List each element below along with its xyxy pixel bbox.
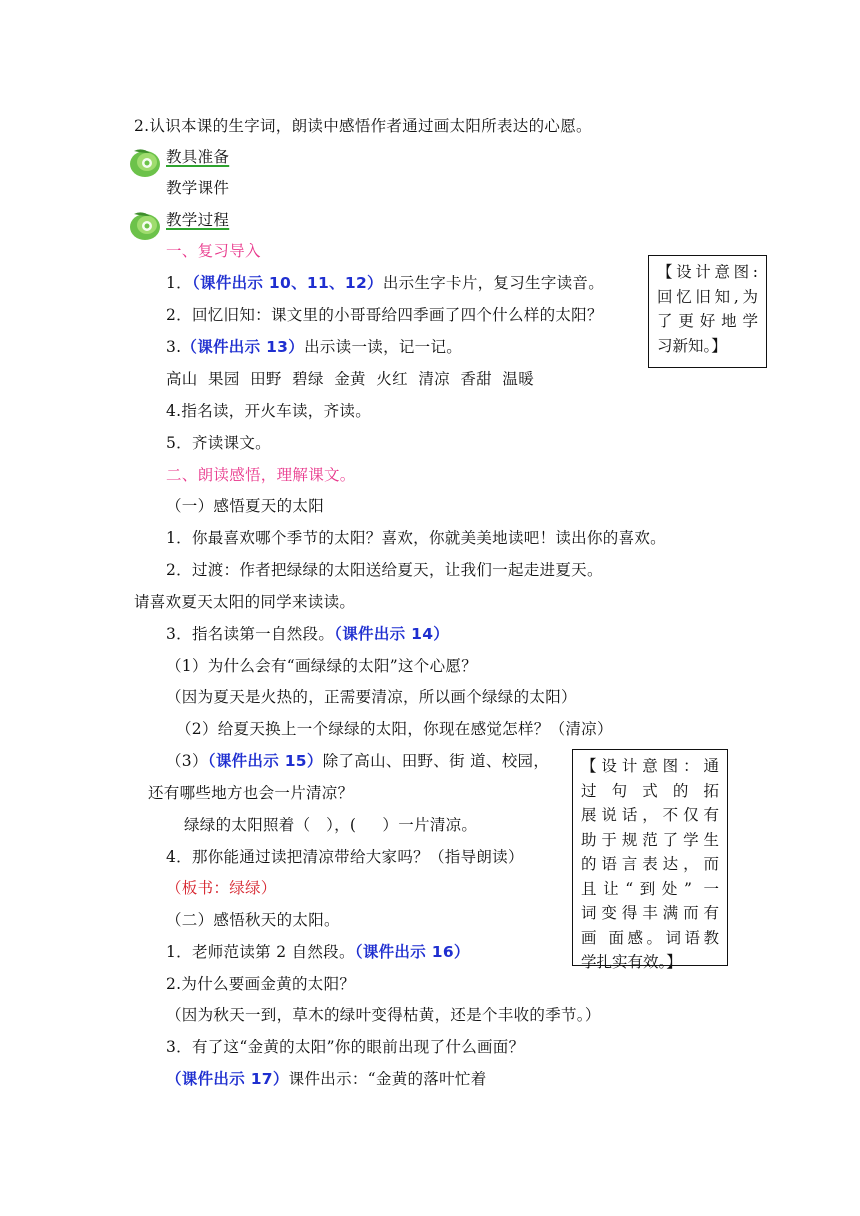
design-intent-line: 【设计意图: (657, 263, 758, 281)
design-intent-line: 过句式的拓 (581, 781, 719, 800)
design-intent-line: 回忆旧知,为 (657, 287, 758, 306)
question-number: （3） (166, 752, 208, 770)
courseware-ref: （课件出示 17） (166, 1070, 289, 1088)
design-intent-line: 助于规范了学生 (581, 830, 719, 849)
summer-step-2: 2．过渡：作者把绿绿的太阳送给夏天，让我们一起走进夏天。 (166, 561, 603, 579)
step-text: 出示生字卡片，复习生字读音。 (382, 274, 605, 292)
prep-heading: 教具准备 (166, 148, 230, 166)
question-1-answer: （因为夏天是火热的，正需要清凉，所以画个绿绿的太阳） (166, 688, 577, 706)
board-note: （板书：绿绿） (166, 879, 277, 897)
design-intent-line: 学扎实有效。】 (581, 953, 682, 971)
review-step-3 (166, 337, 462, 357)
green-leaf-bullet-icon (128, 208, 164, 242)
section-title-reading: 二、朗读感悟，理解课文。 (166, 466, 356, 484)
autumn-step-1 (166, 942, 470, 962)
courseware-ref: （课件出示 15） (207, 752, 323, 770)
design-intent-line: 【设计意图：通 (581, 757, 719, 775)
process-heading: 教学过程 (166, 211, 230, 229)
autumn-step-4 (166, 1069, 487, 1089)
design-intent-line: 词变得丰满而有 (581, 904, 719, 922)
review-step-1 (166, 273, 604, 293)
autumn-step-2-answer: （因为秋天一到，草木的绿叶变得枯黄，还是个丰收的季节。） (166, 1006, 601, 1024)
autumn-step-3: 3．有了这“金黄的太阳”你的眼前出现了什么画面？ (166, 1038, 525, 1056)
design-intent-line: 了更好地学 (657, 312, 758, 330)
autumn-step-2: 2.为什么要画金黄的太阳？ (166, 975, 356, 993)
section-title-review: 一、复习导入 (166, 242, 261, 260)
objective-line: 2.认识本课的生字词，朗读中感悟作者通过画太阳所表达的心愿。 (134, 117, 592, 135)
design-intent-line: 展说话，不仅有 (581, 806, 719, 824)
subsection-summer: （一）感悟夏天的太阳 (166, 497, 325, 515)
subsection-autumn: （二）感悟秋天的太阳。 (166, 911, 340, 929)
design-intent-line: 的语言表达，而 (581, 855, 719, 873)
summer-step-2-cont: 请喜欢夏天太阳的同学来读读。 (134, 593, 356, 611)
step-text: 1．老师范读第 2 自然段。 (166, 943, 355, 961)
question-3-cont: 还有哪些地方也会一片清凉？ (148, 784, 354, 802)
step-number: 3. (166, 338, 182, 356)
step-text: 出示读一读，记一记。 (304, 338, 463, 356)
review-step-2: 2．回忆旧知：课文里的小哥哥给四季画了四个什么样的太阳？ (166, 306, 603, 324)
design-intent-line: 且让“到处” 一 (581, 879, 719, 898)
question-text: 除了高山、田野、街 道、校园， (322, 752, 550, 770)
design-intent-box-2 (572, 749, 728, 971)
question-3 (166, 751, 549, 771)
fill-in-sentence: 绿绿的太阳照着（ ），( ）一片清凉。 (184, 816, 478, 834)
courseware-ref: （课件出示 10、11、12） (191, 274, 383, 292)
design-intent-line: 习新知。】 (657, 336, 727, 355)
courseware-ref: （课件出示 13） (181, 338, 305, 356)
review-step-4: 4.指名读，开火车读，齐读。 (166, 402, 371, 420)
review-step-5: 5．齐读课文。 (166, 434, 271, 452)
step-number: 1． (166, 274, 192, 292)
green-leaf-bullet-icon (128, 145, 164, 179)
question-2: （2）给夏天换上一个绿绿的太阳，你现在感觉怎样？（清凉） (176, 720, 613, 738)
step-text: 3．指名读第一自然段。 (166, 625, 335, 643)
vocabulary-words: 高山 果园 田野 碧绿 金黄 火红 清凉 香甜 温暖 (166, 370, 535, 388)
step-text: 课件出示：“金黄的落叶忙着 (288, 1070, 487, 1088)
summer-step-4: 4．那你能通过读把清凉带给大家吗？（指导朗读） (166, 848, 524, 866)
summer-step-1: 1．你最喜欢哪个季节的太阳？喜欢，你就美美地读吧！读出你的喜欢。 (166, 529, 666, 547)
question-1: （1）为什么会有“画绿绿的太阳”这个心愿？ (166, 657, 478, 675)
courseware-ref: （课件出示 16） (354, 943, 470, 961)
courseware-ref: （课件出示 14） (334, 625, 450, 643)
prep-content: 教学课件 (166, 179, 230, 197)
design-intent-line: 画 面感。词语教 (581, 928, 719, 947)
summer-step-3 (166, 624, 449, 644)
design-intent-box-1 (648, 255, 767, 368)
